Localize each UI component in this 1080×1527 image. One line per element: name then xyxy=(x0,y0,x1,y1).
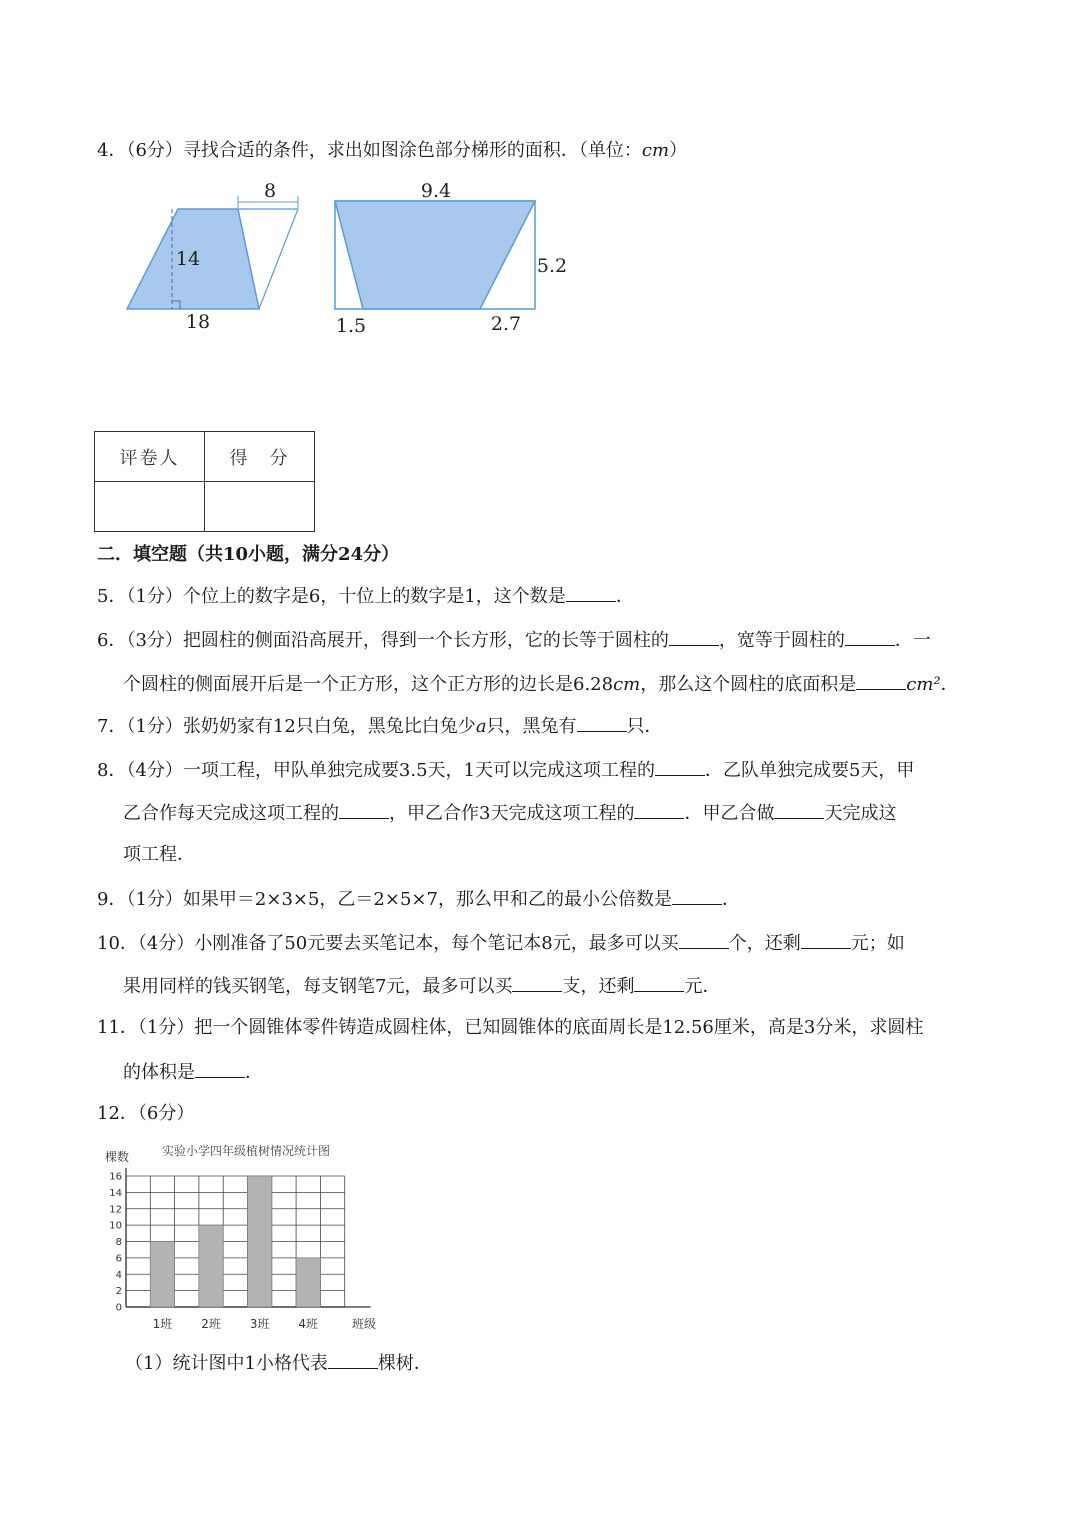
bar-4班 xyxy=(296,1258,320,1307)
answer-blank[interactable] xyxy=(655,757,705,776)
question-7 xyxy=(97,713,663,739)
q5-text: 5．（1分）个位上的数字是6，十位上的数字是1，这个数是 xyxy=(97,586,566,607)
answer-blank[interactable] xyxy=(195,1059,245,1078)
q9-end: ． xyxy=(721,889,740,910)
y-tick-label: 12 xyxy=(109,1204,122,1216)
q8-line2d: 天完成这 xyxy=(824,803,897,824)
y-tick-label: 14 xyxy=(109,1187,122,1199)
chart-xlabel: 班级 xyxy=(352,1317,377,1331)
y-tick-label: 6 xyxy=(115,1253,122,1265)
question-10-line2 xyxy=(123,973,720,999)
fig1-top-label: 8 xyxy=(263,180,277,202)
question-11 xyxy=(97,1016,923,1040)
answer-blank[interactable] xyxy=(801,930,851,949)
q4-text: 4．（6分）寻找合适的条件，求出如图涂色部分梯形的面积．（单位： xyxy=(97,140,642,161)
bar-2班 xyxy=(199,1225,223,1307)
chart-title: 实验小学四年级植树情况统计图 xyxy=(161,1144,331,1158)
y-tick-label: 2 xyxy=(115,1286,122,1298)
question-8 xyxy=(97,757,914,783)
q7-a: 7．（1分）张奶奶家有12只白兔，黑兔比白兔少 xyxy=(97,716,476,737)
q6-line1b: ，宽等于圆柱的 xyxy=(718,630,845,651)
answer-blank[interactable] xyxy=(328,1350,378,1369)
q10-line1b: 个，还剩 xyxy=(728,933,801,954)
q12-sub1a: （1）统计图中1小格代表 xyxy=(125,1353,328,1374)
answer-blank[interactable] xyxy=(856,671,906,690)
q12-text: 12．（6分） xyxy=(97,1103,195,1124)
answer-blank[interactable] xyxy=(634,973,684,992)
q6-line1c: ．一 xyxy=(894,630,931,651)
answer-blank[interactable] xyxy=(634,800,684,819)
fig2-side-label: 5.2 xyxy=(536,255,568,277)
q8-line1a: 8．（4分）一项工程，甲队单独完成要3.5天，1天可以完成这项工程的 xyxy=(97,760,655,781)
q6-line2a: 个圆柱的侧面展开后是一个正方形，这个正方形的边长是6.28 xyxy=(123,674,614,695)
q11-end: ． xyxy=(245,1062,263,1083)
y-tick-label: 10 xyxy=(109,1220,122,1232)
q10-line1c: 元；如 xyxy=(850,933,905,954)
fig2-left-label: 1.5 xyxy=(335,315,367,337)
q8-line2c: ．甲乙合做 xyxy=(684,803,775,824)
fig1-height-label: 14 xyxy=(175,248,201,270)
reviewer-cell[interactable] xyxy=(95,482,205,532)
q8-line2a: 乙合作每天完成这项工程的 xyxy=(123,803,339,824)
q8-line3: 项工程． xyxy=(123,844,195,865)
q11-line2a: 的体积是 xyxy=(123,1062,195,1083)
bar-1班 xyxy=(150,1242,174,1308)
q6-line2b: ，那么这个圆柱的底面积是 xyxy=(640,674,857,695)
answer-blank[interactable] xyxy=(845,627,895,646)
question-9 xyxy=(97,886,740,912)
grader-table xyxy=(94,431,315,532)
question-12 xyxy=(97,1102,194,1126)
bar-chart xyxy=(100,1138,390,1338)
q8-line1b: ．乙队单独完成要5天，甲 xyxy=(704,760,915,781)
y-tick-label: 0 xyxy=(115,1302,122,1314)
reviewer-header: 评卷人 xyxy=(95,432,205,482)
q10-line2b: 支，还剩 xyxy=(562,976,635,997)
q6-end: ． xyxy=(940,674,959,695)
answer-blank[interactable] xyxy=(577,713,627,732)
q10-line1a: 10．（4分）小刚准备了50元要去买笔记本，每个笔记本8元，最多可以买 xyxy=(97,933,679,954)
question-8-line3 xyxy=(123,843,195,867)
q8-line2b: ，甲乙合作3天完成这项工程的 xyxy=(389,803,635,824)
q10-line2c: 元． xyxy=(684,976,721,997)
answer-blank[interactable] xyxy=(774,800,824,819)
x-tick-label: 4班 xyxy=(298,1317,319,1331)
section-title: 二．填空题（共10小题，满分24分） xyxy=(97,544,400,565)
question-6-line2 xyxy=(123,671,959,697)
y-tick-label: 16 xyxy=(109,1171,122,1183)
x-tick-label: 3班 xyxy=(249,1317,270,1331)
y-tick-label: 4 xyxy=(115,1269,122,1281)
trapezoid-figure-2 xyxy=(330,180,580,340)
trapezoid-figure-1 xyxy=(120,180,310,335)
q7-b: 只，黑兔有 xyxy=(486,716,577,737)
question-6 xyxy=(97,627,931,653)
y-tick-label: 8 xyxy=(115,1237,122,1248)
q10-line2a: 果用同样的钱买钢笔，每支钢笔7元，最多可以买 xyxy=(123,976,513,997)
q4-unit: cm xyxy=(641,140,670,161)
answer-blank[interactable] xyxy=(566,583,616,602)
answer-blank[interactable] xyxy=(672,886,722,905)
fig1-base-label: 18 xyxy=(185,311,211,333)
q9-text: 9．（1分）如果甲＝2×3×5，乙＝2×5×7，那么甲和乙的最小公倍数是 xyxy=(97,889,672,910)
question-10 xyxy=(97,930,905,956)
q11-line1: 11．（1分）把一个圆锥体零件铸造成圆柱体，已知圆锥体的底面周长是12.56厘米，高是3分米，求圆柱 xyxy=(97,1017,924,1038)
chart-ylabel: 棵数 xyxy=(105,1150,130,1164)
q7-var: a xyxy=(475,716,487,737)
q6-line1a: 6．（3分）把圆柱的侧面沿高展开，得到一个长方形，它的长等于圆柱的 xyxy=(97,630,669,651)
question-12-sub1 xyxy=(125,1350,432,1376)
bar-3班 xyxy=(248,1176,272,1307)
q5-end: ． xyxy=(615,586,634,607)
q4-close: ） xyxy=(669,140,688,161)
q6-unit: cm xyxy=(613,674,641,695)
q12-sub1b: 棵树． xyxy=(377,1353,432,1374)
fig2-right-label: 2.7 xyxy=(490,313,522,335)
answer-blank[interactable] xyxy=(339,800,389,819)
question-11-line2 xyxy=(123,1059,263,1085)
q6-unit2: cm² xyxy=(906,674,941,695)
fig2-top-label: 9.4 xyxy=(420,180,452,202)
score-header: 得 分 xyxy=(205,432,315,482)
x-tick-label: 2班 xyxy=(201,1317,221,1331)
answer-blank[interactable] xyxy=(512,973,562,992)
answer-blank[interactable] xyxy=(669,627,719,646)
answer-blank[interactable] xyxy=(679,930,729,949)
question-8-line2 xyxy=(123,800,896,826)
question-5 xyxy=(97,583,634,609)
question-4 xyxy=(97,139,687,163)
score-cell[interactable] xyxy=(205,482,315,532)
x-tick-label: 1班 xyxy=(152,1317,173,1331)
q7-c: 只． xyxy=(626,716,663,737)
